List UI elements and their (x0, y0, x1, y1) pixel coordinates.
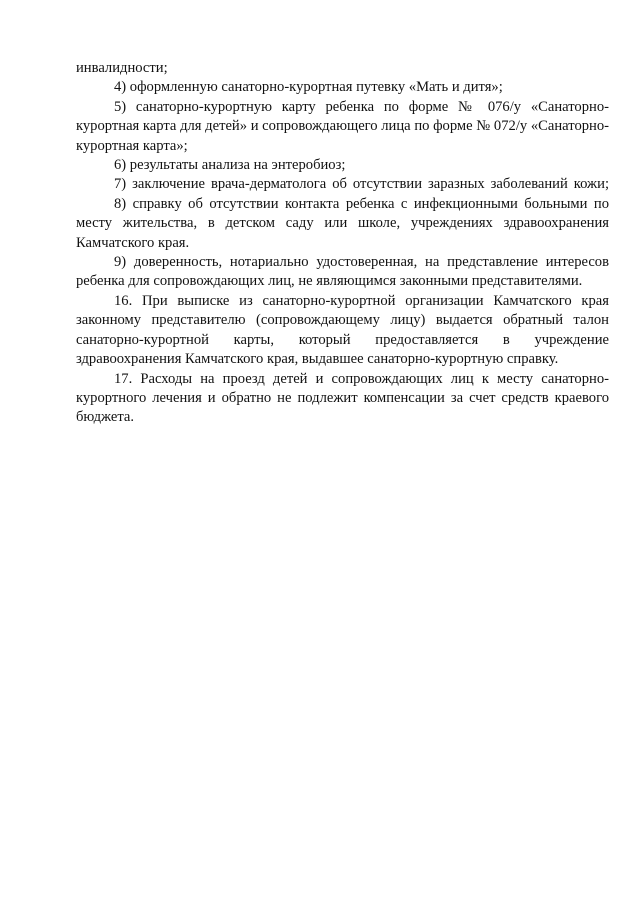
list-item-7: 7) заключение врача-дерматолога об отсутствии заразных заболеваний кожи; (114, 176, 609, 193)
document-page (76, 59, 609, 428)
list-item-9: 9) доверенность, нотариально удостоверенная, на представление интересов ребенка для сопровождающих лиц, не являющимся законными представителями. (76, 254, 609, 290)
list-item-5: 5) санаторно-курортную карту ребенка по форме № 076/у «Санаторно-курортная карта для детей» и сопровождающего лица по форме № 072/у «Санаторно-курортная карта»; (76, 98, 609, 154)
section-17: 17. Расходы на проезд детей и сопровождающих лиц к месту санаторно-курортного лечения и обратно не подлежит компенсации за счет средств краевого бюджета. (76, 370, 609, 426)
list-item-6: 6) результаты анализа на энтеробиоз; (114, 157, 346, 174)
list-item-4: 4) оформленную санаторно-курортная путевку «Мать и дитя»; (114, 79, 503, 96)
list-item-8: 8) справку об отсутствии контакта ребенка с инфекционными больными по месту жительства, в детском саду или школе, учреждениях здравоохранения Камчатского края. (76, 195, 609, 251)
section-16: 16. При выписке из санаторно-курортной организации Камчатского края законному представителю (сопровождающему лицу) выдается обратный талон санаторно-курортной карты, который предоставляется в учреждение здравоохранения Камчатского края, выдавшее санаторно-курортную справку. (76, 292, 609, 368)
paragraph-continuation: инвалидности; (76, 60, 168, 76)
